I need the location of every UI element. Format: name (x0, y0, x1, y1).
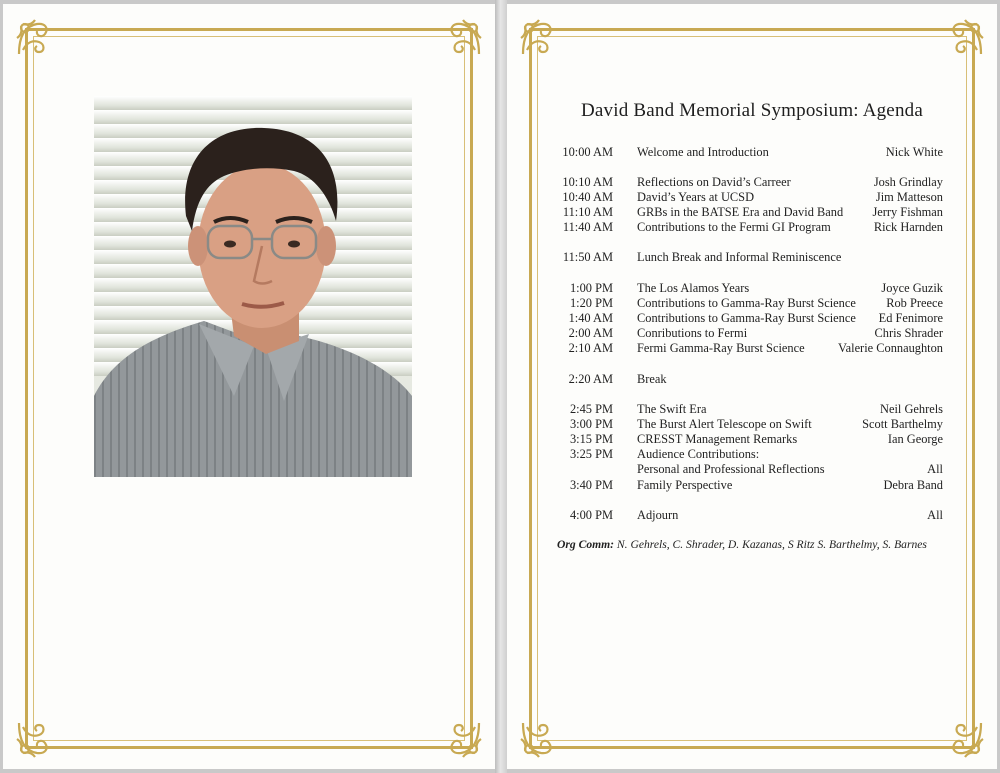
agenda-time: 11:50 AM (562, 250, 613, 264)
agenda-row (507, 508, 997, 523)
agenda-row (507, 250, 997, 265)
right-page (507, 4, 997, 769)
agenda-speaker: Scott Barthelmy (862, 417, 943, 431)
agenda-row (507, 417, 997, 432)
agenda-row (507, 478, 997, 493)
agenda-speaker: Ed Fenimore (878, 311, 943, 325)
agenda-row (507, 402, 997, 417)
agenda-time: 3:25 PM (569, 447, 613, 461)
agenda-session: Personal and Professional Reflections (637, 462, 825, 476)
agenda-speaker: Rob Preece (886, 296, 943, 310)
agenda-time: 3:00 PM (569, 417, 613, 431)
agenda-time: 2:00 AM (568, 326, 613, 340)
agenda-row (507, 341, 997, 356)
agenda-speaker: Rick Harnden (873, 220, 943, 234)
agenda-speaker: Jim Matteson (875, 190, 943, 204)
agenda-session: Audience Contributions: (637, 447, 760, 461)
agenda-session: Lunch Break and Informal Reminiscence (637, 250, 842, 264)
agenda-speaker: Jerry Fishman (872, 205, 943, 219)
org-committee (557, 538, 927, 551)
agenda-time: 10:40 AM (562, 190, 613, 204)
org-committee-label: Org Comm: (557, 538, 615, 551)
ornament-corner-icon (443, 719, 483, 759)
agenda-speaker: Debra Band (883, 478, 943, 492)
agenda-session: Reflections on David’s Carreer (637, 175, 791, 189)
agenda-row (507, 447, 997, 462)
agenda-row (507, 220, 997, 235)
left-page (3, 4, 495, 769)
agenda-speaker: All (927, 462, 943, 476)
agenda-session: Family Perspective (637, 478, 733, 492)
agenda-session: David’s Years at UCSD (637, 190, 755, 204)
gold-border-inner (537, 36, 967, 741)
agenda-session: CRESST Management Remarks (637, 432, 798, 446)
agenda-time: 1:00 PM (569, 281, 613, 295)
agenda-session: Conributions to Fermi (637, 326, 748, 340)
agenda-session: Contributions to the Fermi GI Program (637, 220, 831, 234)
ornament-corner-icon (15, 18, 55, 58)
agenda-speaker: Nick White (885, 145, 943, 159)
agenda-time: 3:15 PM (569, 432, 613, 446)
ornament-corner-icon (519, 719, 559, 759)
agenda-title: David Band Memorial Symposium: Agenda (581, 100, 923, 121)
agenda-speaker: All (927, 508, 943, 522)
agenda-session: Break (637, 372, 667, 386)
agenda-session: Welcome and Introduction (637, 145, 769, 159)
agenda-speaker: Ian George (887, 432, 943, 446)
agenda-row (507, 281, 997, 296)
ornament-corner-icon (519, 18, 559, 58)
ornament-corner-icon (443, 18, 483, 58)
agenda-row (507, 311, 997, 326)
agenda-row (507, 145, 997, 160)
agenda-session: Fermi Gamma-Ray Burst Science (637, 341, 805, 355)
agenda-row (507, 205, 997, 220)
agenda-row (507, 432, 997, 447)
agenda-time: 2:20 AM (568, 372, 613, 386)
agenda-row (507, 296, 997, 311)
agenda-session: Contributions to Gamma-Ray Burst Science (637, 311, 856, 325)
agenda-row (507, 190, 997, 205)
agenda-time: 1:20 PM (569, 296, 613, 310)
agenda-session: Contributions to Gamma-Ray Burst Science (637, 296, 856, 310)
ornament-corner-icon (945, 719, 985, 759)
agenda-time: 1:40 AM (568, 311, 613, 325)
agenda-time: 11:40 AM (562, 220, 613, 234)
agenda-session: Adjourn (637, 508, 679, 522)
agenda-session: GRBs in the BATSE Era and David Band (637, 205, 844, 219)
portrait-photo (94, 96, 412, 477)
org-committee-members: N. Gehrels, C. Shrader, D. Kazanas, S Ritz S. Barthelmy, S. Barnes (616, 538, 927, 551)
person-illustration (94, 96, 412, 477)
agenda-row (507, 372, 997, 387)
agenda-session: The Los Alamos Years (637, 281, 750, 295)
agenda-speaker: Valerie Connaughton (838, 341, 943, 355)
agenda-time: 11:10 AM (562, 205, 613, 219)
agenda-speaker: Neil Gehrels (880, 402, 943, 416)
agenda-speaker: Chris Shrader (874, 326, 943, 340)
agenda-time: 3:40 PM (569, 478, 613, 492)
agenda-time: 2:10 AM (568, 341, 613, 355)
ornament-corner-icon (945, 18, 985, 58)
agenda-speaker: Josh Grindlay (873, 175, 943, 189)
agenda-row (507, 326, 997, 341)
agenda-session: The Swift Era (637, 402, 707, 416)
ornament-corner-icon (15, 719, 55, 759)
agenda-row (507, 462, 997, 477)
agenda-time: 4:00 PM (569, 508, 613, 522)
agenda-speaker: Joyce Guzik (881, 281, 943, 295)
agenda-time: 10:10 AM (562, 175, 613, 189)
agenda-session: The Burst Alert Telescope on Swift (637, 417, 812, 431)
book-spine (495, 0, 507, 773)
agenda-row (507, 175, 997, 190)
agenda-time: 10:00 AM (562, 145, 613, 159)
agenda-time: 2:45 PM (569, 402, 613, 416)
